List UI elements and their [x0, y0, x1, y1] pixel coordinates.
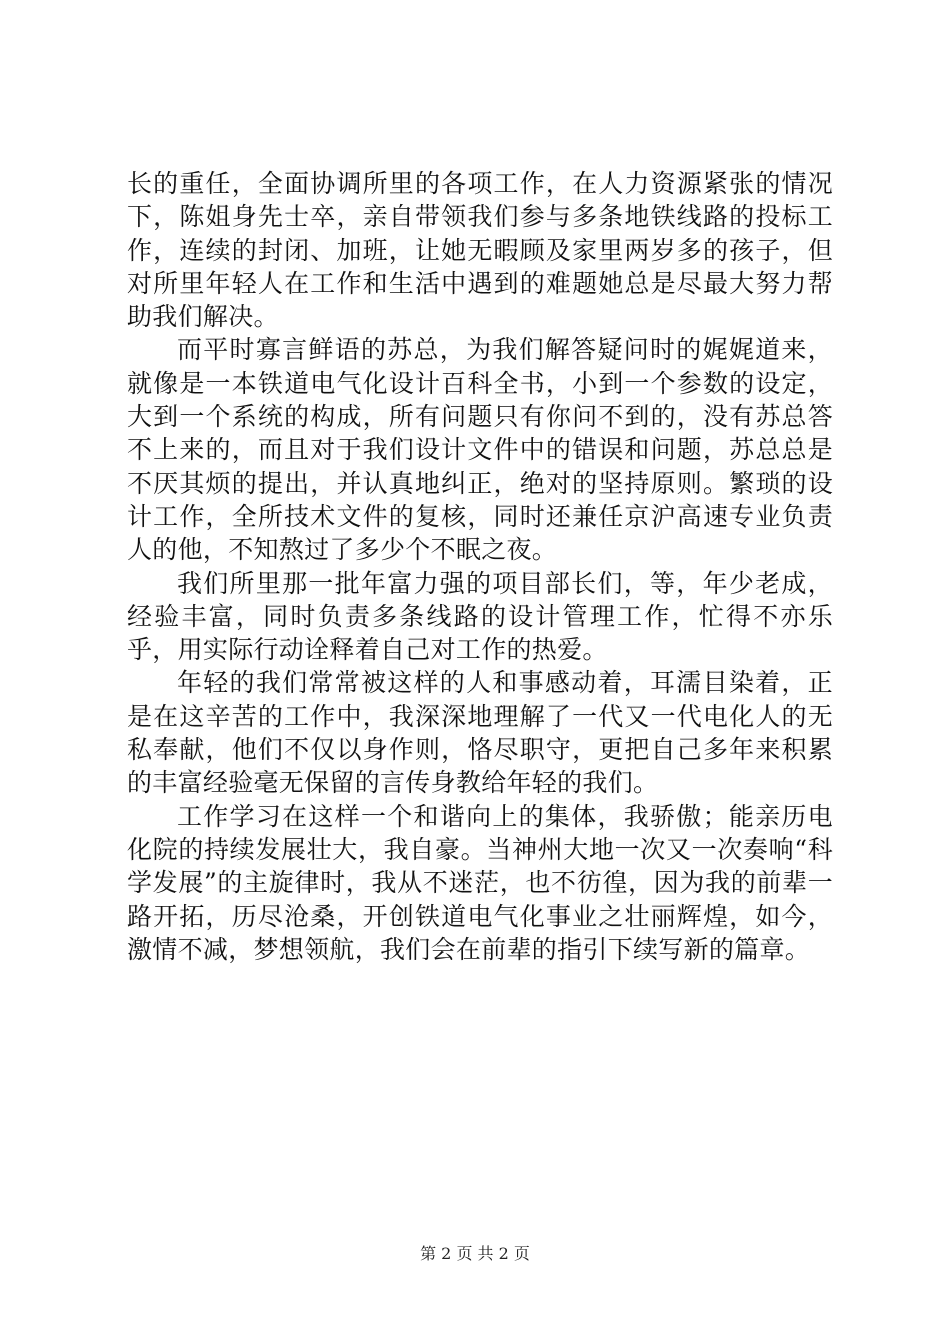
paragraph-3: 我们所里那一批年富力强的项目部长们，等，年少老成，经验丰富，同时负责多条线路的设计管理工作，忙得不亦乐乎，用实际行动诠释着自己对工作的热爱。: [127, 568, 833, 665]
page-footer: 第 2 页 共 2 页: [420, 1244, 530, 1263]
paragraph-4: 年轻的我们常常被这样的人和事感动着，耳濡目染着，正是在这辛苦的工作中，我深深地理解了一代又一代电化人的无私奉献，他们不仅以身作则，恪尽职守，更把自己多年来积累的丰富经验毫无保留的言传身教给年轻的我们。: [127, 668, 833, 798]
paragraph-2: 而平时寡言鲜语的苏总，为我们解答疑问时的娓娓道来，就像是一本铁道电气化设计百科全书，小到一个参数的设定，大到一个系统的构成，所有问题只有你问不到的，没有苏总答不上来的，而且对于我们设计文件中的错误和问题，苏总总是不厌其烦的提出，并认真地纠正，绝对的坚持原则。繁琐的设计工作，全所技术文件的复核，同时还兼任京沪高速专业负责人的他，不知熬过了多少个不眠之夜。: [127, 335, 833, 565]
paragraph-5: 工作学习在这样一个和谐向上的集体，我骄傲；能亲历电化院的持续发展壮大，我自豪。当神州大地一次又一次奏响“科学发展”的主旋律时，我从不迷茫，也不彷徨，因为我的前辈一路开拓，历尽沧桑，开创铁道电气化事业之壮丽辉煌，如今，激情不减，梦想领航，我们会在前辈的指引下续写新的篇章。: [127, 801, 833, 964]
document-body: [127, 167, 833, 966]
paragraph-1: 长的重任，全面协调所里的各项工作，在人力资源紧张的情况下，陈姐身先士卒，亲自带领我们参与多条地铁线路的投标工作，连续的封闭、加班，让她无暇顾及家里两岁多的孩子，但对所里年轻人在工作和生活中遇到的难题她总是尽最大努力帮助我们解决。: [127, 169, 833, 332]
